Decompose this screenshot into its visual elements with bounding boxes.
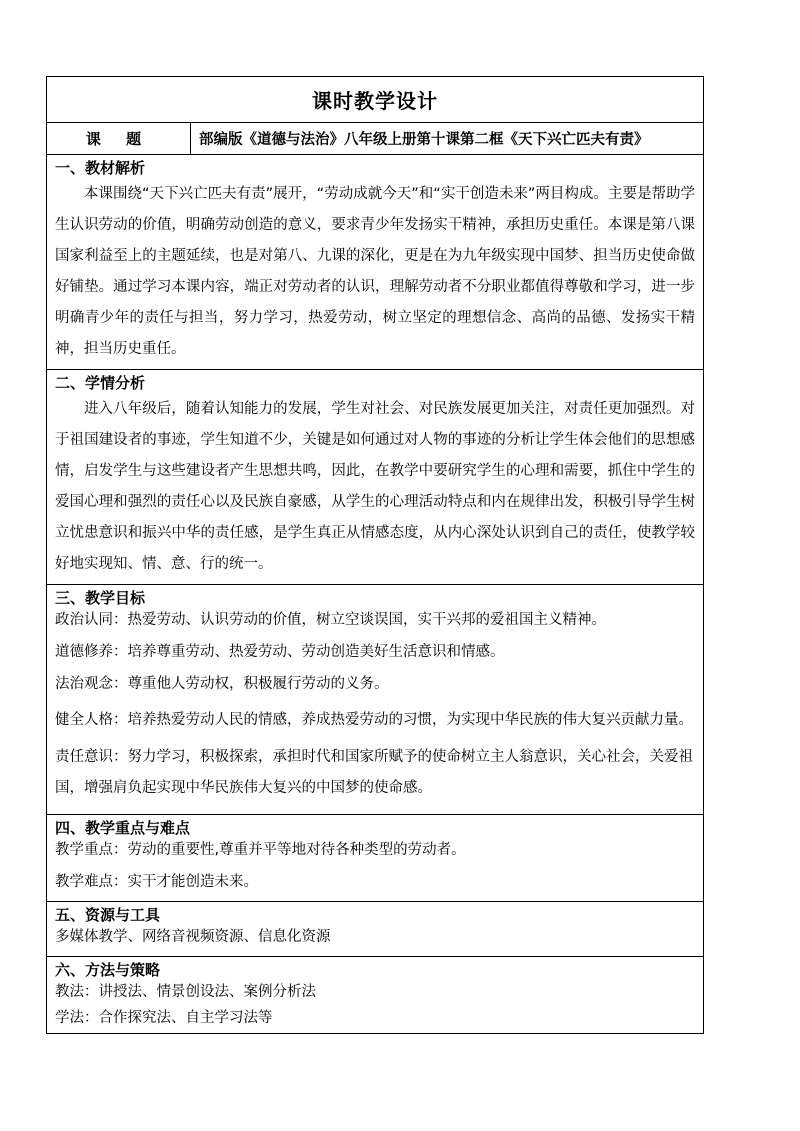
- key-point-item: 教学难点：实干才能创造未来。: [55, 874, 258, 890]
- section-heading: 五、资源与工具: [55, 906, 161, 924]
- section-student-analysis: [47, 370, 703, 585]
- section-key-points: [47, 815, 703, 902]
- section-methods: [47, 957, 703, 1033]
- section-heading: 三、教学目标: [55, 589, 146, 607]
- lesson-design-table: [46, 76, 704, 1034]
- topic-value: 部编版《道德与法治》八年级上册第十课第二框《天下兴亡匹夫有责》: [199, 132, 649, 148]
- section-paragraph: 进入八年级后，随着认知能力的发展，学生对社会、对民族发展更加关注，对责任更加强烈。对于祖国建设者的事迹，学生知道不少，关键是如何通过对人物的事迹的分析让学生体会他们的思想感情，启发学生与这些建设者产生思想共鸣，因此，在教学中要研究学生的心理和需要，抓住中学生的爱国心理和强烈的责任心以及民族自豪感，从学生的心理活动特点和内在规律出发，积极引导学生树立忧患意识和振兴中华的责任感，是学生真正从情感态度，从内心深处认识到自己的责任，使教学较好地实现知、情、意、行的统一。: [55, 401, 695, 572]
- section-paragraph: 本课围绕“天下兴亡匹夫有责”展开，“劳动成就今天”和“实干创造未来”两目构成。主要是帮助学生认识劳动的价值，明确劳动创造的意义，要求青少年发扬实干精神，承担历史重任。本课是第八课国家利益至上的主题延续，也是对第八、九课的深化，更是在为九年级实现中国梦、担当历史使命做好铺垫。通过学习本课内容，端正对劳动者的认识，理解劳动者不分职业都值得尊敬和学习，进一步明确青少年的责任与担当，努力学习，热爱劳动，树立坚定的理想信念、高尚的品德、发扬实干精神，担当历史重任。: [55, 186, 695, 357]
- section-heading: 一、教材解析: [55, 159, 146, 177]
- topic-label: 课 题: [47, 123, 191, 154]
- goal-item: 政治认同：热爱劳动、认识劳动的价值，树立空谈误国，实干兴邦的爱祖国主义精神。: [55, 612, 606, 628]
- method-item: 学法：合作探究法、自主学习法等: [55, 1010, 273, 1026]
- section-heading: 六、方法与策略: [55, 961, 161, 979]
- section-resources: [47, 902, 703, 957]
- key-point-item: 教学重点：劳动的重要性,尊重并平等地对待各种类型的劳动者。: [55, 842, 466, 858]
- section-heading: 四、教学重点与难点: [55, 819, 191, 837]
- goal-item: 健全人格：培养热爱劳动人民的情感，养成热爱劳动的习惯，为实现中华民族的伟大复兴贡献力量。: [55, 712, 693, 728]
- document-title: 课时教学设计: [47, 77, 703, 123]
- section-textbook-analysis: [47, 155, 703, 370]
- goal-item: 责任意识：努力学习，积极探索，承担时代和国家所赋予的使命树立主人翁意识，关心社会，关爱祖国，增强肩负起实现中华民族伟大复兴的中国梦的使命感。: [55, 749, 693, 796]
- section-heading: 二、学情分析: [55, 374, 146, 392]
- goal-item: 法治观念：尊重他人劳动权，积极履行劳动的义务。: [55, 676, 389, 692]
- goal-item: 道德修养：培养尊重劳动、热爱劳动、劳动创造美好生活意识和情感。: [55, 644, 505, 660]
- topic-row: [47, 123, 703, 155]
- method-item: 教法：讲授法、情景创设法、案例分析法: [55, 984, 316, 1000]
- resource-item: 多媒体教学、网络音视频资源、信息化资源: [55, 929, 331, 945]
- section-teaching-goals: [47, 585, 703, 815]
